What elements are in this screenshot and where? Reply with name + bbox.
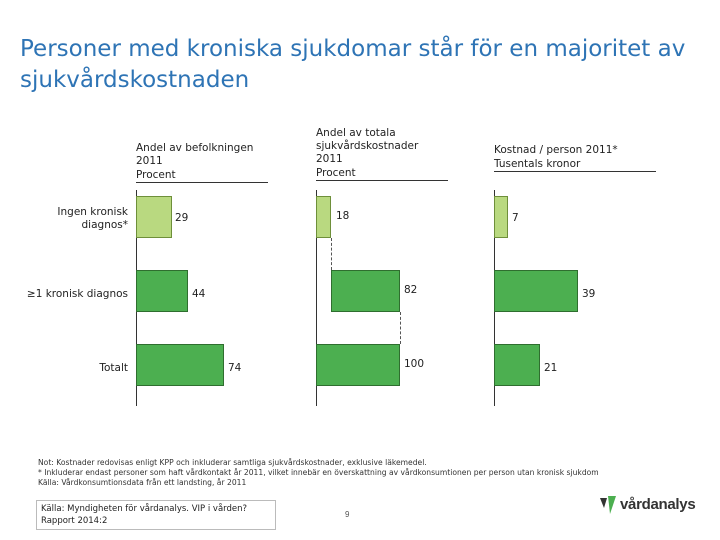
waterfall-connector-2 bbox=[400, 312, 401, 344]
value-panel1-chronic: 44 bbox=[192, 288, 206, 300]
panel-3-header-line1: Kostnad / person 2011* bbox=[494, 144, 618, 156]
panel-2-header-line3: Procent bbox=[316, 167, 448, 181]
panel-2-header-line2: sjukvårdskostnader 2011 bbox=[316, 140, 419, 165]
bar-panel2-no-chronic bbox=[316, 196, 331, 238]
value-panel2-chronic: 82 bbox=[404, 284, 418, 296]
source-box bbox=[36, 500, 276, 530]
bar-panel2-chronic bbox=[331, 270, 400, 312]
value-panel1-no-chronic: 29 bbox=[175, 212, 189, 224]
value-panel1-total: 74 bbox=[228, 362, 242, 374]
panel-3-header-line2: Tusentals kronor bbox=[494, 158, 656, 172]
bar-panel1-chronic bbox=[136, 270, 188, 312]
source-line-1: Källa: Myndigheten för vårdanalys. VIP i vården? bbox=[41, 504, 248, 514]
bar-panel1-total bbox=[136, 344, 224, 386]
panel-1-header bbox=[136, 142, 268, 183]
page-title: Personer med kroniska sjukdomar står för en majoritet av sjukvårdskostnaden bbox=[20, 36, 686, 93]
value-panel2-no-chronic: 18 bbox=[336, 210, 350, 222]
bar-panel1-no-chronic bbox=[136, 196, 172, 238]
footnote-line-3: Källa: Vårdkonsumtionsdata från ett landsting, år 2011 bbox=[38, 478, 247, 487]
page-number: 9 bbox=[345, 510, 350, 519]
bar-panel3-no-chronic bbox=[494, 196, 508, 238]
logo-text: vårdanalys bbox=[620, 496, 696, 513]
row-label-chronic: ≥1 kronisk diagnos bbox=[26, 288, 128, 300]
vardanalys-logo bbox=[598, 494, 708, 520]
value-panel2-total: 100 bbox=[404, 358, 425, 370]
panel-1-header-line2: Procent bbox=[136, 169, 268, 183]
bar-panel3-chronic bbox=[494, 270, 578, 312]
panel-2-header bbox=[316, 127, 448, 181]
waterfall-connector-1 bbox=[331, 238, 332, 270]
bar-panel2-total bbox=[316, 344, 400, 386]
panel-1-header-line1: Andel av befolkningen 2011 bbox=[136, 142, 254, 167]
footnote bbox=[38, 458, 678, 488]
source-line-2: Rapport 2014:2 bbox=[41, 516, 108, 526]
footnote-line-2: * Inkluderar endast personer som haft vårdkontakt år 2011, vilket innebär en överskattning av vårdkonsumtionen per person utan kronisk sjukdom bbox=[38, 468, 599, 477]
value-panel3-no-chronic: 7 bbox=[512, 212, 519, 224]
footnote-line-1: Not: Kostnader redovisas enligt KPP och inkluderar samtliga sjukvårdskostnader, exklusive läkemedel. bbox=[38, 458, 427, 467]
panel-2-header-line1: Andel av totala bbox=[316, 127, 396, 139]
logo-mark-icon bbox=[598, 494, 618, 516]
row-label-total: Totalt bbox=[99, 362, 128, 374]
panel-3-header bbox=[494, 144, 656, 172]
row-label-no-chronic: Ingen kronisk diagnos* bbox=[57, 206, 128, 231]
bar-panel3-total bbox=[494, 344, 540, 386]
value-panel3-total: 21 bbox=[544, 362, 558, 374]
value-panel3-chronic: 39 bbox=[582, 288, 596, 300]
